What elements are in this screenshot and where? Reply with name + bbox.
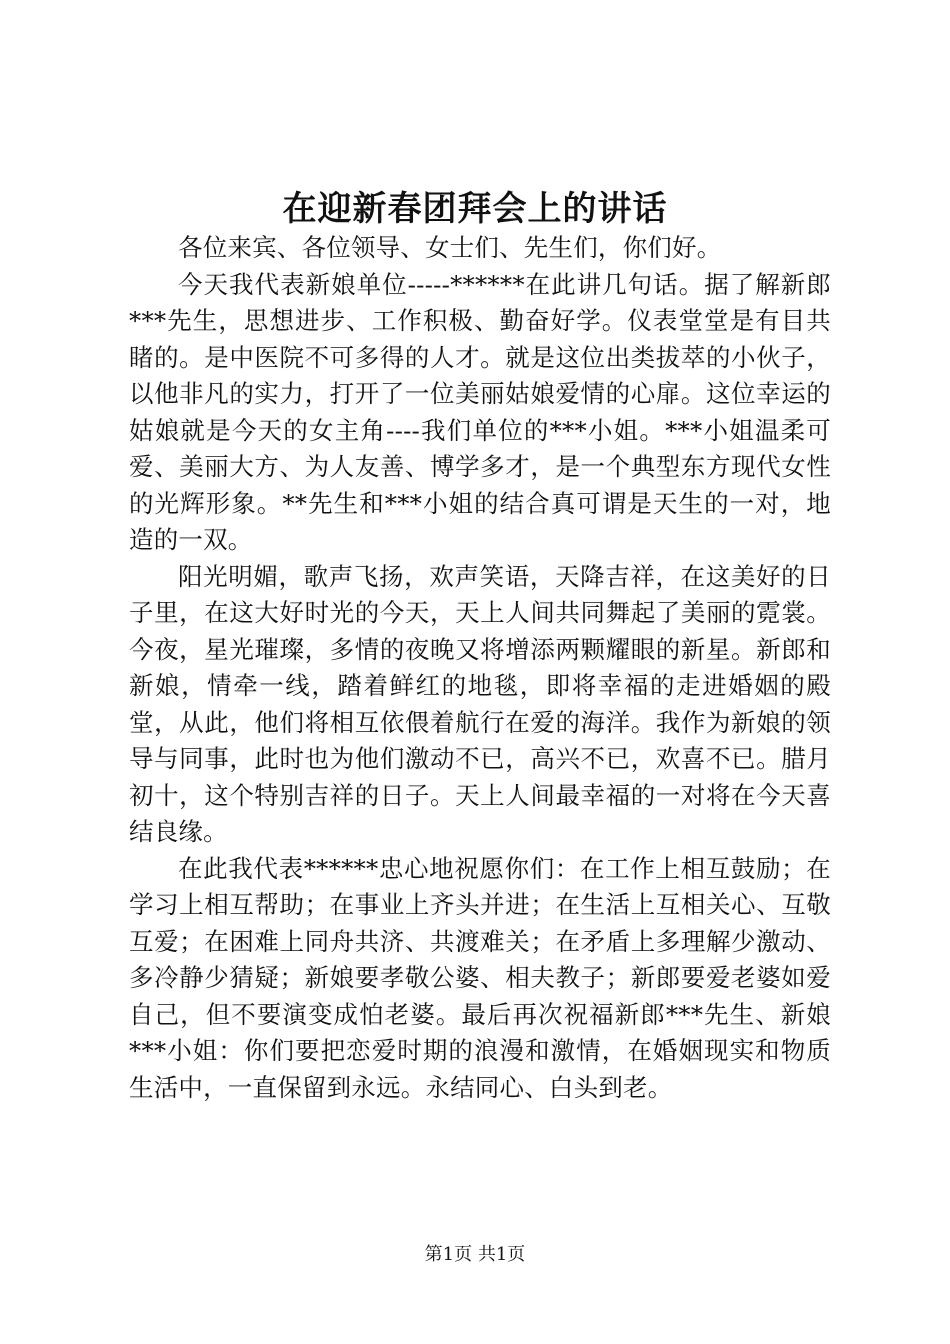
- page-footer: 第1页 共1页: [424, 1244, 526, 1265]
- paragraph-blessing: 在此我代表******忠心地祝愿你们：在工作上相互鼓励；在学习上相互帮助；在事业上齐头并进；在生活上互相关心、互敬互爱；在困难上同舟共济、共渡难关；在矛盾上多理解少激动、多冷静少猜疑；新娘要孝敬公婆、相夫教子；新郎要爱老婆如爱自己，但不要演变成怕老婆。最后再次祝福新郎***先生、新娘***小姐：你们要把恋爱时期的浪漫和激情，在婚姻现实和物质生活中，一直保留到永远。永结同心、白头到老。: [129, 853, 831, 1102]
- paragraph-greeting: 各位来宾、各位领导、女士们、先生们，你们好。: [178, 233, 722, 262]
- paragraph-introduction: 今天我代表新娘单位-----******在此讲几句话。据了解新郎***先生，思想进步、工作积极、勤奋好学。仪表堂堂是有目共睹的。是中医院不可多得的人才。就是这位出类拔萃的小伙子，以他非凡的实力，打开了一位美丽姑娘爱情的心扉。这位幸运的姑娘就是今天的女主角----我们单位的***小姐。***小姐温柔可爱、美丽大方、为人友善、博学多才，是一个典型东方现代女性的光辉形象。**先生和***小姐的结合真可谓是天生的一对，地造的一双。: [129, 269, 831, 554]
- document-title: 在迎新春团拜会上的讲话: [282, 189, 668, 229]
- paragraph-celebration: 阳光明媚，歌声飞扬，欢声笑语，天降吉祥，在这美好的日子里，在这大好时光的今天，天上人间共同舞起了美丽的霓裳。今夜，星光璀璨，多情的夜晚又将增添两颗耀眼的新星。新郎和新娘，情牵一线，踏着鲜红的地毯，即将幸福的走进婚姻的殿堂，从此，他们将相互依偎着航行在爱的海洋。我作为新娘的领导与同事，此时也为他们激动不已，高兴不已，欢喜不已。腊月初十，这个特别吉祥的日子。天上人间最幸福的一对将在今天喜结良缘。: [129, 561, 831, 846]
- document-body: [129, 230, 831, 1106]
